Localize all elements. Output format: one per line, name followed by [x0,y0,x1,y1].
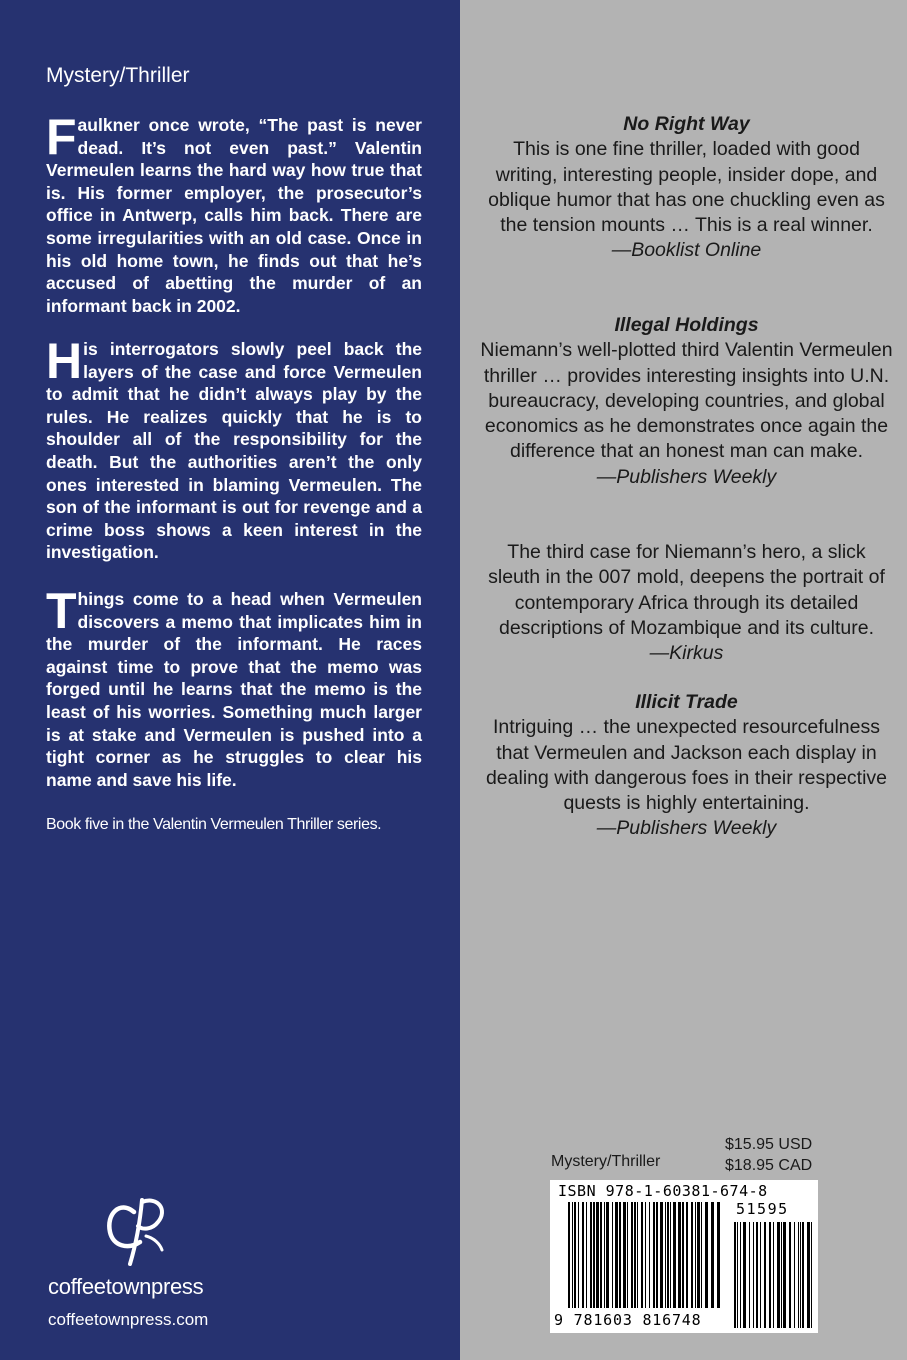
review-source: —Publishers Weekly [596,817,777,840]
publisher-url: coffeetownpress.com [48,1310,209,1329]
price-cad: $18.95 CAD [725,1157,813,1174]
ean-number: 9 781603 816748 [554,1311,702,1329]
review-source: —Publishers Weekly [596,465,777,488]
review-quote: This is one fine thriller, loaded with good writing, interesting people, insider dope, and oblique humor that has one chuckling even as the tension mounts … This is a real winner. [488,138,885,237]
price-usd: $15.95 USD [725,1136,813,1153]
blurb-paragraph-1 [46,109,422,317]
review-kirkus [480,540,893,666]
blurb-text: hings come to a head when Vermeulen discovers a memo that implicates him in the murder of the informant. He races against time to prove that the memo was forged until he learns that the memo is the least of his worries. Something much larger is at stake and Vermeulen is pushed into a tight corner as he struggles to clear his name and save his life. [46,589,422,790]
review-illicit-trade [480,690,893,842]
review-source: —Booklist Online [611,239,762,262]
blurb-text: is interrogators slowly peel back the layers of the case and force Vermeulen to admit that he didn’t always play by the rules. He realizes quickly that he is to shoulder all of the responsibility for the death. But the authorities aren’t the only ones interested in blaming Vermeulen. The son of the informant is out for revenge and a crime boss shows a keen interest in the investigation. [46,339,422,563]
genre-label-barcode: Mystery/Thriller [551,1153,661,1170]
publisher-name: coffeetownpress [48,1274,204,1299]
blurb-paragraph-2 [46,333,422,564]
coffeetown-logo-icon [100,1192,172,1266]
review-quote: The third case for Niemann’s hero, a slick sleuth in the 007 mold, deepens the portrait of contemporary Africa through its detailed descriptions of Mozambique and its culture. [488,541,885,639]
review-quote: Intriguing … the unexpected resourcefulness that Vermeulen and Jackson each display in dealing with dangerous foes in their respective quests is highly entertaining. [485,716,888,815]
blurb-text: aulkner once wrote, “The past is never dead. It’s not even past.” Valentin Vermeulen learns the hard way how true that is. His former employer, the prosecutor’s office in Antwerp, calls him back. There are some irregularities with an old case. Once in his old home town, he finds out that he’s accused of abetting the murder of an informant back in 2002. [46,115,422,316]
drop-cap: F [46,109,77,165]
blurb-paragraph-3 [46,583,422,791]
review-illegal-holdings [480,313,893,490]
back-cover-right-panel [460,0,907,1360]
review-title: No Right Way [623,113,750,135]
review-no-right-way [480,112,893,264]
review-title: Illicit Trade [635,691,738,713]
drop-cap: H [46,333,83,389]
review-title: Illegal Holdings [614,314,759,336]
review-quote: Niemann’s well-plotted third Valentin Vermeulen thriller … provides interesting insights into U.N. bureaucracy, developing countries, and global economics as he demonstrates once again the difference that an honest man can make. [480,339,893,463]
price-block [725,1134,812,1176]
price-addon-number: 51595 [736,1200,789,1218]
isbn-text: ISBN 978-1-60381-674-8 [558,1182,768,1200]
drop-cap: T [46,583,77,639]
review-source: —Kirkus [649,642,724,665]
series-note: Book five in the Valentin Vermeulen Thriller series. [46,816,382,833]
barcode [550,1180,818,1333]
genre-label: Mystery/Thriller [46,64,190,87]
